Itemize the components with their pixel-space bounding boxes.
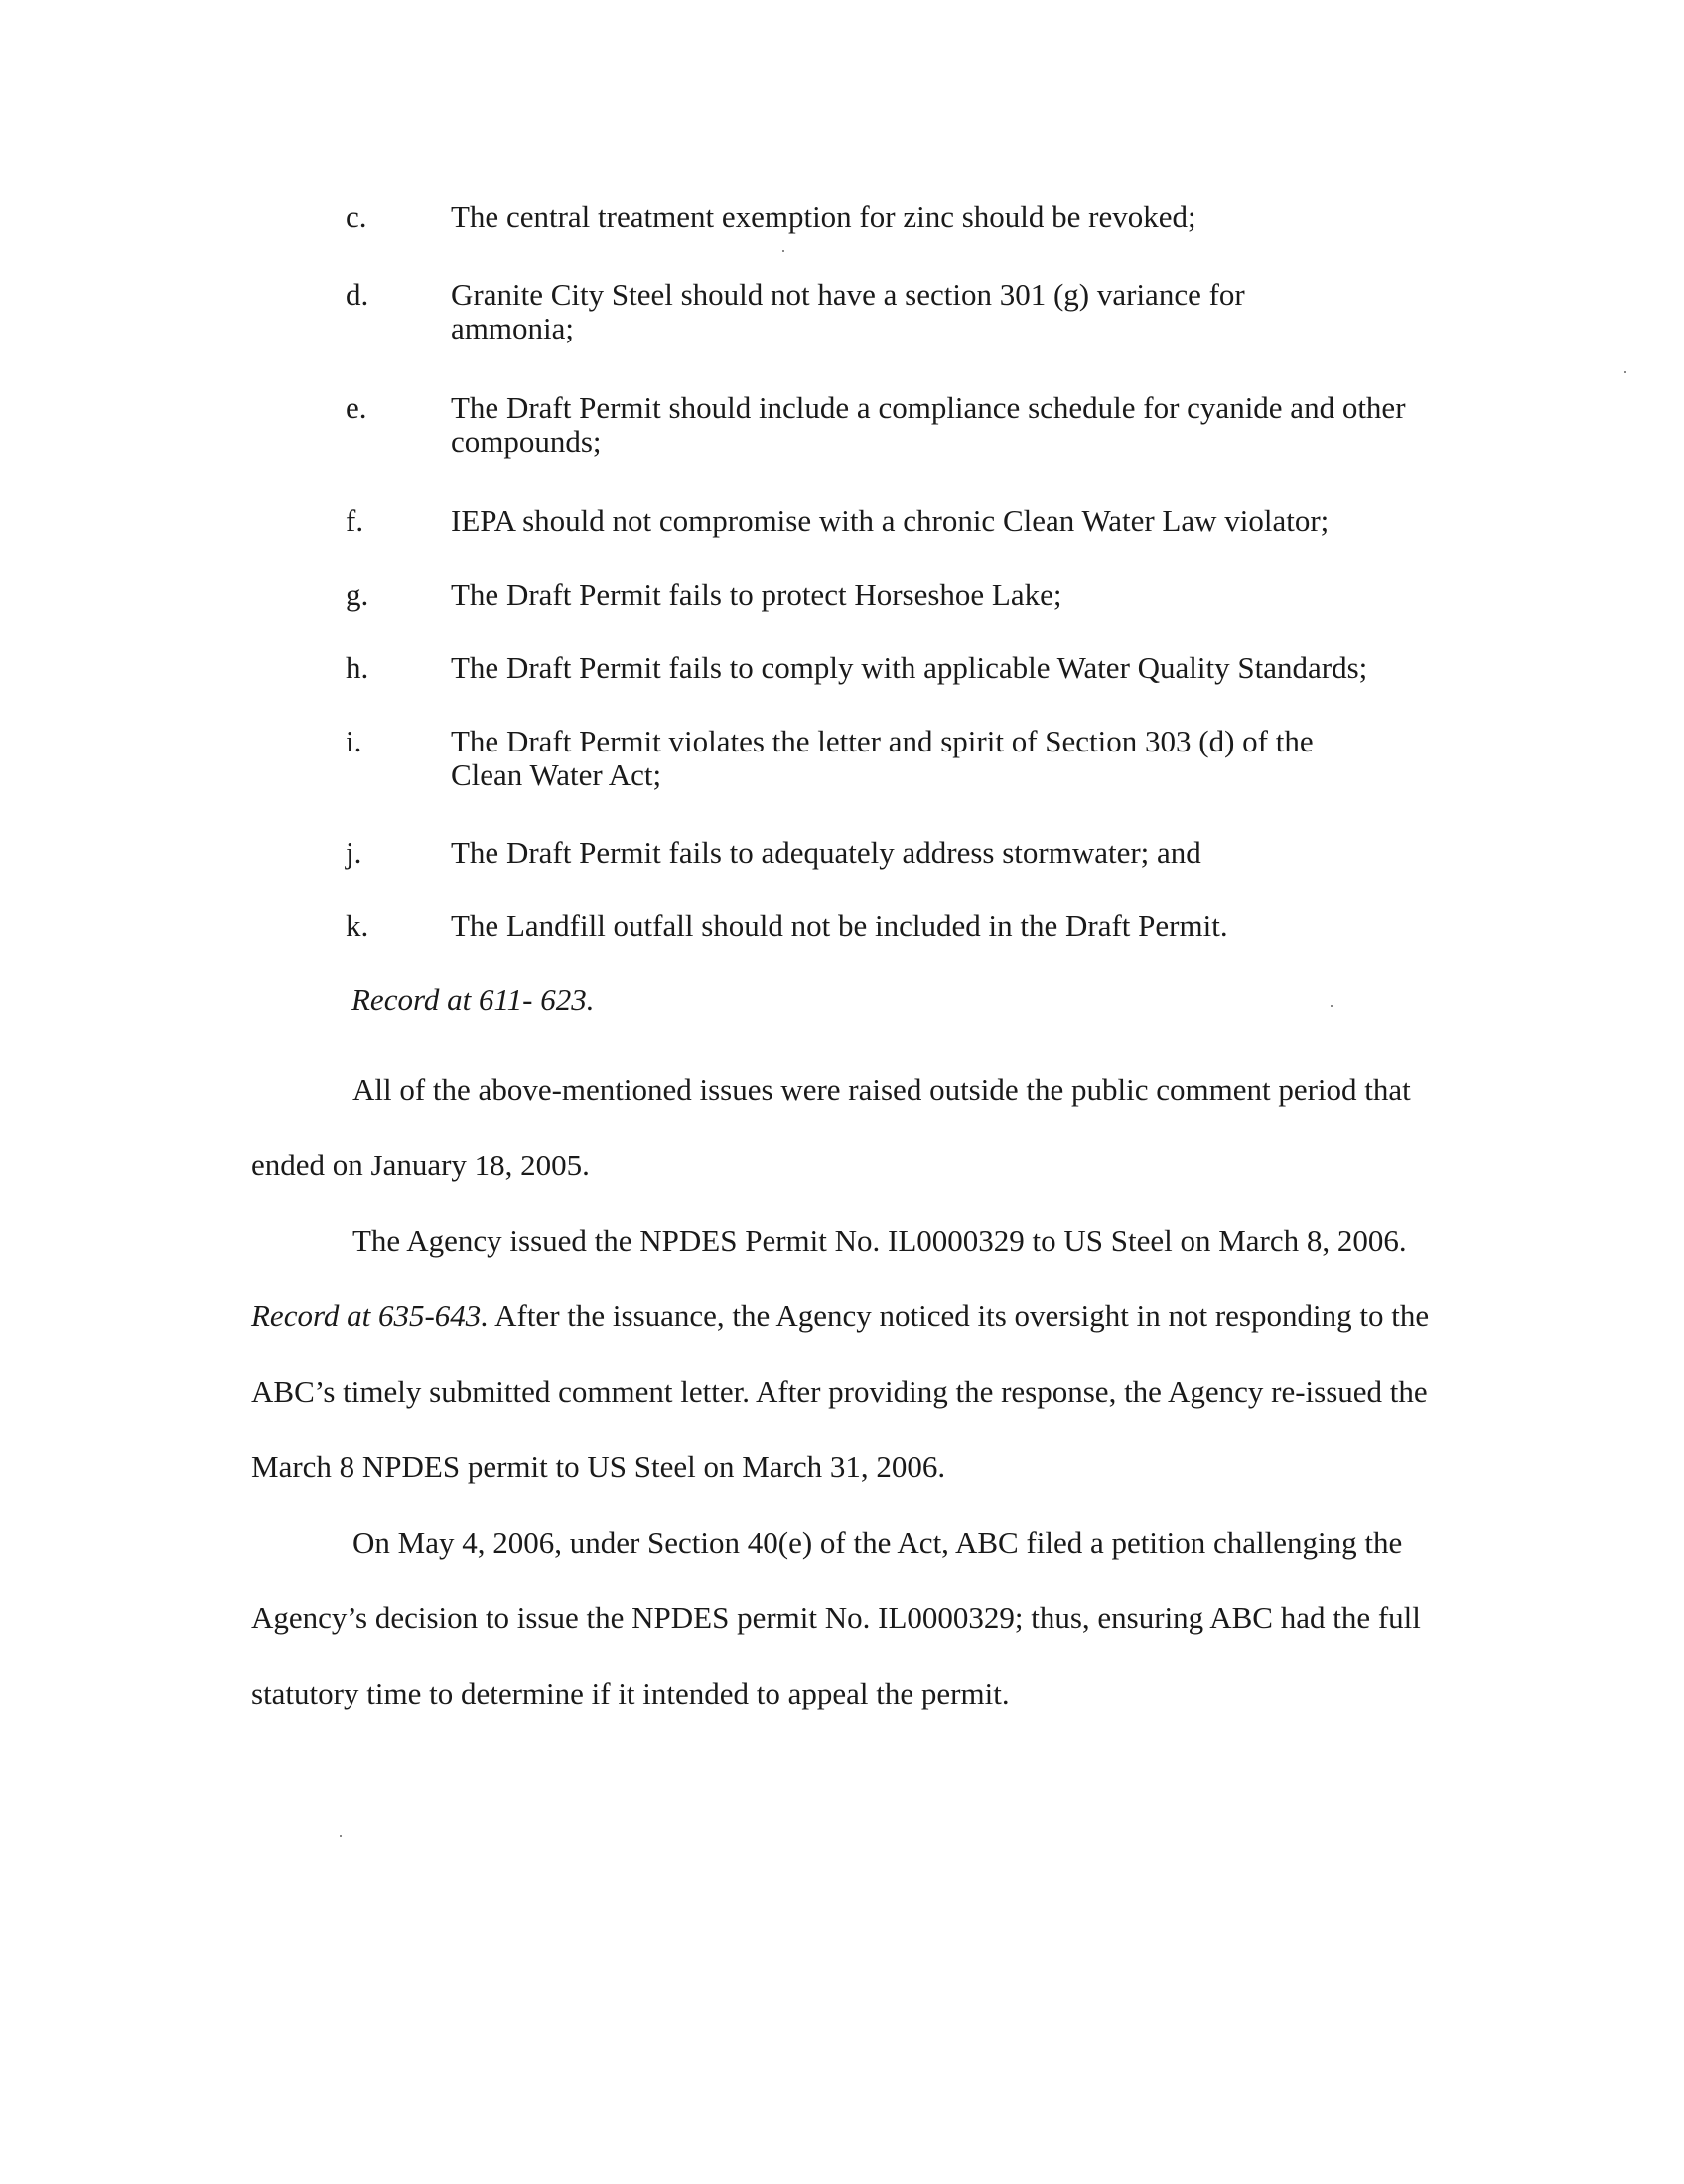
- list-marker: d.: [346, 277, 369, 312]
- list-text: The Draft Permit should include a compliance schedule for cyanide and other compounds;: [451, 390, 1406, 459]
- list-marker: g.: [346, 577, 369, 612]
- list-text: The Landfill outfall should not be included in the Draft Permit.: [451, 908, 1228, 943]
- paragraph-text: The Agency issued the NPDES Permit No. IL0000329 to US Steel on March 8, 2006.: [352, 1223, 1407, 1258]
- scan-speck: [340, 1835, 342, 1837]
- scan-speck: [1624, 371, 1626, 373]
- list-text: IEPA should not compromise with a chronic Clean Water Law violator;: [451, 503, 1330, 538]
- paragraph-text: After the issuance, the Agency noticed its oversight in not responding to the ABC’s timely submitted comment letter. After providing the response, the Agency re-issued the March 8 NPDES permit to US Steel on March 31, 2006.: [251, 1298, 1430, 1484]
- list-marker: f.: [346, 503, 364, 538]
- paragraph-comment-period: [251, 1052, 1433, 1203]
- record-citation: Record at 611- 623.: [351, 982, 595, 1017]
- list-marker: h.: [346, 650, 369, 685]
- list-marker: i.: [346, 724, 362, 758]
- list-marker: c.: [346, 200, 367, 234]
- list-text: Granite City Steel should not have a section 301 (g) variance for ammonia;: [451, 277, 1245, 345]
- scan-speck: [1331, 1005, 1333, 1007]
- list-text: The central treatment exemption for zinc should be revoked;: [451, 200, 1196, 234]
- list-text: The Draft Permit violates the letter and spirit of Section 303 (d) of the Clean Water Act;: [451, 724, 1314, 792]
- paragraph-permit-issuance: [251, 1203, 1433, 1505]
- paragraph-text: On May 4, 2006, under Section 40(e) of the Act, ABC filed a petition challenging the Agency’s decision to issue the NPDES permit No. IL0000329; thus, ensuring ABC had the full statutory time to determine if it intended to appeal the permit.: [251, 1525, 1421, 1710]
- paragraph-citation: Record at 635-643.: [251, 1298, 490, 1333]
- list-marker: e.: [346, 390, 367, 425]
- paragraph-text: All of the above-mentioned issues were raised outside the public comment period that ended on January 18, 2005.: [251, 1072, 1411, 1182]
- scan-speck: [782, 250, 784, 252]
- list-text: The Draft Permit fails to adequately address stormwater; and: [451, 835, 1201, 870]
- list-text: The Draft Permit fails to protect Horseshoe Lake;: [451, 577, 1062, 612]
- list-marker: k.: [346, 908, 369, 943]
- list-text: The Draft Permit fails to comply with applicable Water Quality Standards;: [451, 650, 1368, 685]
- paragraph-petition: [251, 1505, 1433, 1731]
- list-marker: j.: [346, 835, 362, 870]
